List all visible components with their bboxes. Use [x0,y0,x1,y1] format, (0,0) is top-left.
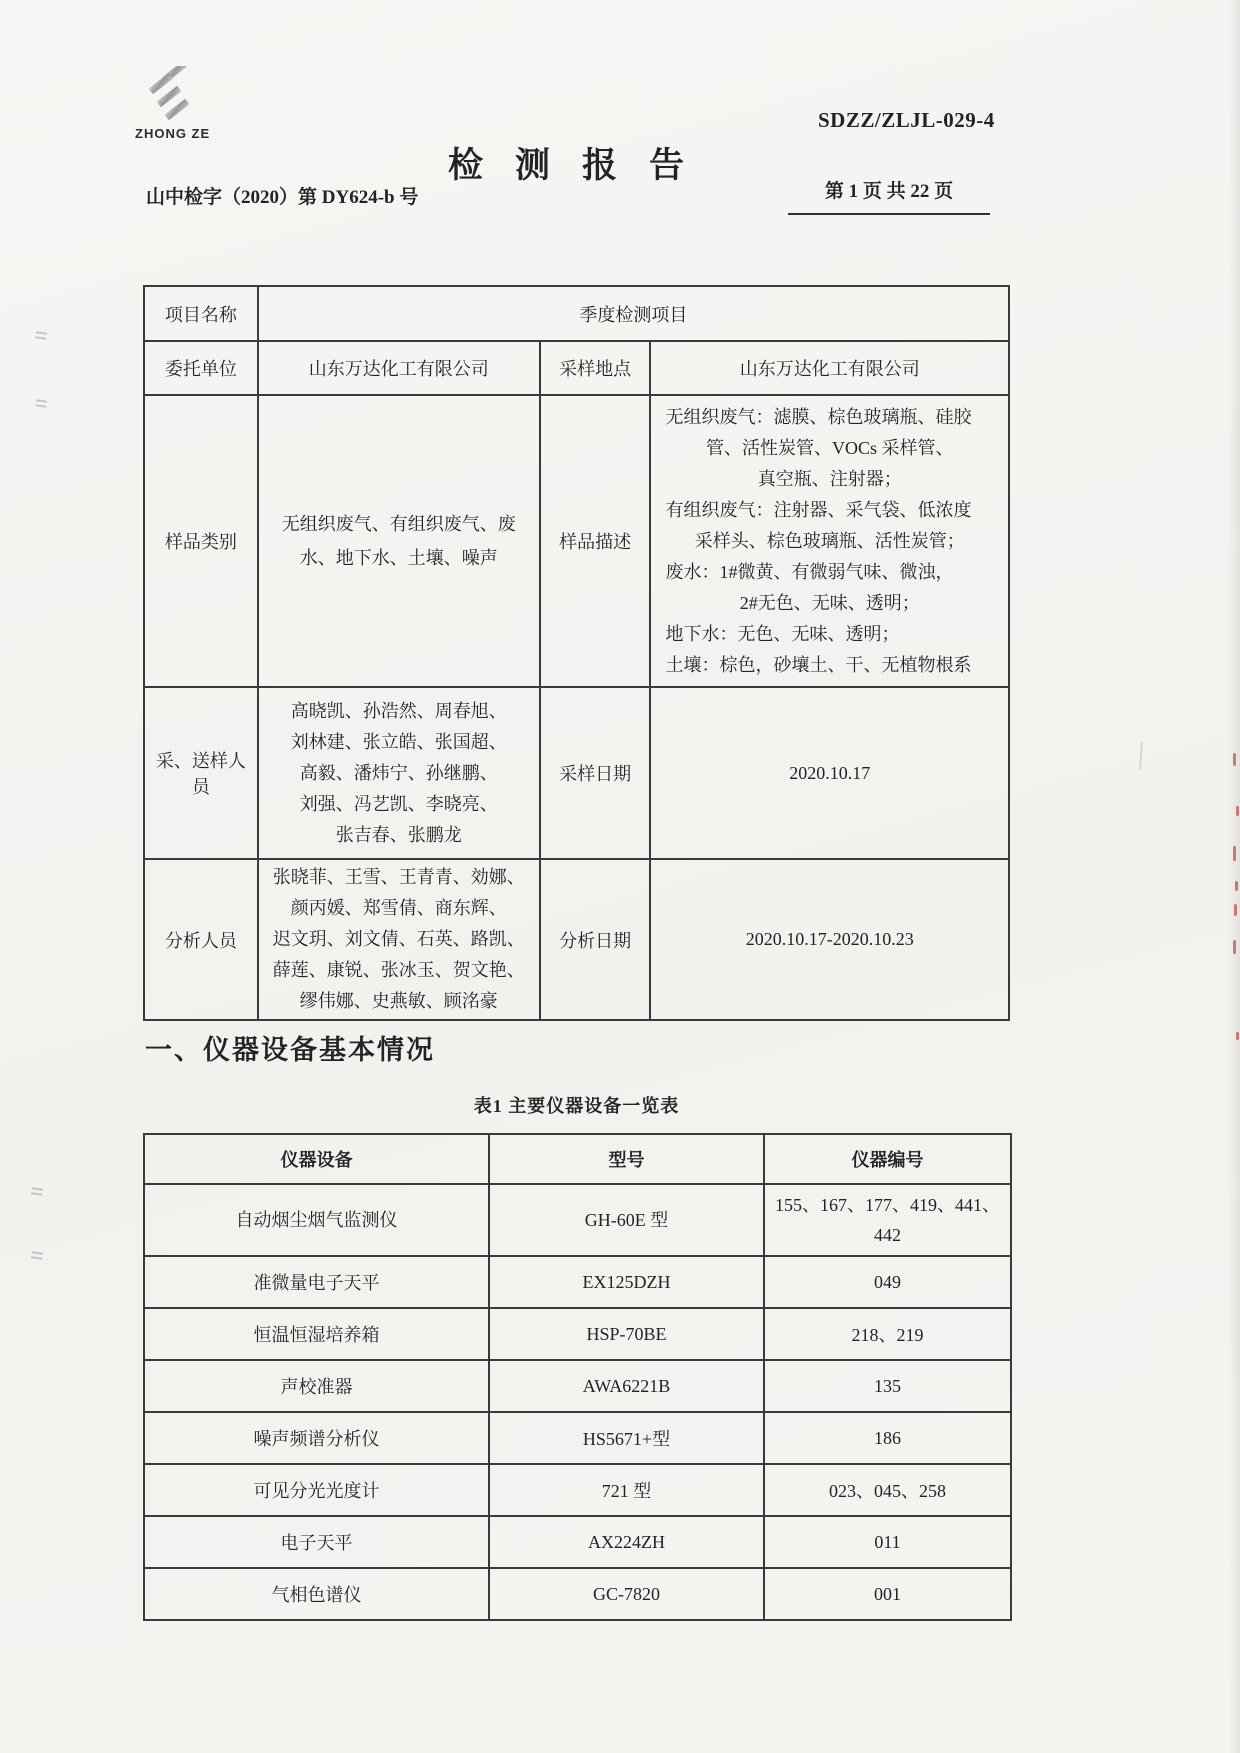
samplers-line: 刘林建、张立皓、张国超、 [290,731,507,752]
table-row [144,1184,1011,1256]
sample-desc-line: 2#无色、无味、透明； [739,592,920,613]
report-info-table [143,285,1010,1021]
instrument-model: AX224ZH [489,1516,764,1568]
instrument-name: 可见分光光度计 [144,1464,489,1516]
sample-desc-value [650,395,1009,687]
samplers-line: 刘强、冯艺凯、李晓亮、 [299,793,498,814]
instrument-model: AWA6221B [489,1360,764,1412]
table-row [144,1308,1011,1360]
table-row [144,1256,1011,1308]
scan-smudge [36,399,47,403]
samplers-line: 高晓凯、孙浩然、周春旭、 [290,700,507,721]
document-code: SDZZ/ZLJL-029-4 [818,108,995,132]
instrument-model: 721 型 [489,1464,764,1516]
instrument-name: 声校准器 [144,1360,489,1412]
section-heading: 一、仪器设备基本情况 [145,1035,435,1065]
analysts-line: 迟文玥、刘文倩、石英、路凯、 [272,929,525,949]
instrument-serial: 049 [764,1256,1011,1308]
instrument-serial: 023、045、258 [764,1464,1011,1516]
instrument-model: HSP-70BE [489,1308,764,1360]
sampling-location-label: 采样地点 [540,341,651,395]
sample-desc-line: 有组织废气：注射器、采气袋、低浓度 [665,499,972,520]
analysts-value [258,859,540,1020]
sample-desc-line: 废水：1#微黄、有微弱气味、微浊， [665,561,954,582]
sample-desc-line: 无组织废气：滤膜、棕色玻璃瓶、硅胶 [665,406,972,427]
scan-smudge [32,1251,43,1255]
sample-desc-label: 样品描述 [540,395,651,687]
instrument-table [143,1133,1012,1621]
sample-desc-line: 管、活性炭管、VOCs 采样管、 [705,437,954,458]
table1-caption: 表1 主要仪器设备一览表 [473,1096,680,1116]
table-row [144,1516,1011,1568]
analysis-date-value: 2020.10.17-2020.10.23 [650,859,1009,1020]
page-number-info: 第 1 页 共 22 页 [788,176,990,215]
analysts-line: 张晓菲、王雪、王青青、効娜、 [272,867,525,887]
samplers-value [258,687,540,859]
scanner-edge-shadow [1228,0,1240,1753]
analysis-date-label: 分析日期 [540,859,651,1020]
instrument-name: 恒温恒湿培养箱 [144,1308,489,1360]
instrument-name: 自动烟尘烟气监测仪 [144,1184,489,1256]
zhongze-zigzag-bars-icon [138,66,198,126]
scan-mark [1139,742,1143,770]
instrument-serial: 135 [764,1360,1011,1412]
page-title: 检测报告 [448,146,717,185]
instrument-serial: 155、167、177、419、441、442 [764,1184,1011,1256]
sample-type-value [258,395,540,687]
sample-type-text: 无组织废气、有组织废气、废水、地下水、土壤、噪声 [281,514,516,568]
instrument-model: GH-60E 型 [489,1184,764,1256]
client-label: 委托单位 [144,341,258,395]
instrument-col-header: 仪器设备 [144,1134,489,1184]
model-col-header: 型号 [489,1134,764,1184]
table-row [144,1360,1011,1412]
instrument-name: 噪声频谱分析仪 [144,1412,489,1464]
instrument-serial: 011 [764,1516,1011,1568]
instrument-model: HS5671+型 [489,1412,764,1464]
instrument-model: EX125DZH [489,1256,764,1308]
sample-desc-line: 真空瓶、注射器； [757,468,902,489]
report-number: 山中检字（2020）第 DY624-b 号 [146,187,419,208]
instrument-serial: 186 [764,1412,1011,1464]
serial-col-header: 仪器编号 [764,1134,1011,1184]
analysts-label: 分析人员 [144,859,258,1020]
instrument-name: 准微量电子天平 [144,1256,489,1308]
samplers-line: 张吉春、张鹏龙 [335,824,462,845]
sampling-date-value: 2020.10.17 [650,687,1009,859]
table-row [144,1412,1011,1464]
samplers-label: 采、送样人员 [144,687,258,859]
instrument-serial: 001 [764,1568,1011,1620]
project-name-label: 项目名称 [144,286,258,341]
project-name-value: 季度检测项目 [258,286,1009,341]
table-row [144,1568,1011,1620]
analysts-line: 缪伟娜、史燕敏、顾洺豪 [299,991,498,1011]
scan-smudge [36,331,47,335]
sample-type-label: 样品类别 [144,395,258,687]
analysts-line: 颜丙媛、郑雪倩、商东辉、 [290,898,507,918]
instrument-name: 电子天平 [144,1516,489,1568]
sampling-location-value: 山东万达化工有限公司 [650,341,1009,395]
sample-desc-line: 采样头、棕色玻璃瓶、活性炭管； [694,530,965,551]
client-value: 山东万达化工有限公司 [258,341,540,395]
analysts-line: 薛莲、康锐、张冰玉、贺文艳、 [272,960,525,980]
scan-smudge [32,1187,43,1191]
sampling-date-label: 采样日期 [540,687,651,859]
table-row [144,1464,1011,1516]
sample-desc-line: 地下水：无色、无味、透明； [665,623,900,644]
samplers-line: 高毅、潘炜宁、孙继鹏、 [299,762,498,783]
logo-text: ZHONG ZE [135,126,211,141]
sample-desc-line: 土壤：棕色，砂壤土、干、无植物根系 [665,654,972,675]
instrument-model: GC-7820 [489,1568,764,1620]
instrument-serial: 218、219 [764,1308,1011,1360]
instrument-name: 气相色谱仪 [144,1568,489,1620]
